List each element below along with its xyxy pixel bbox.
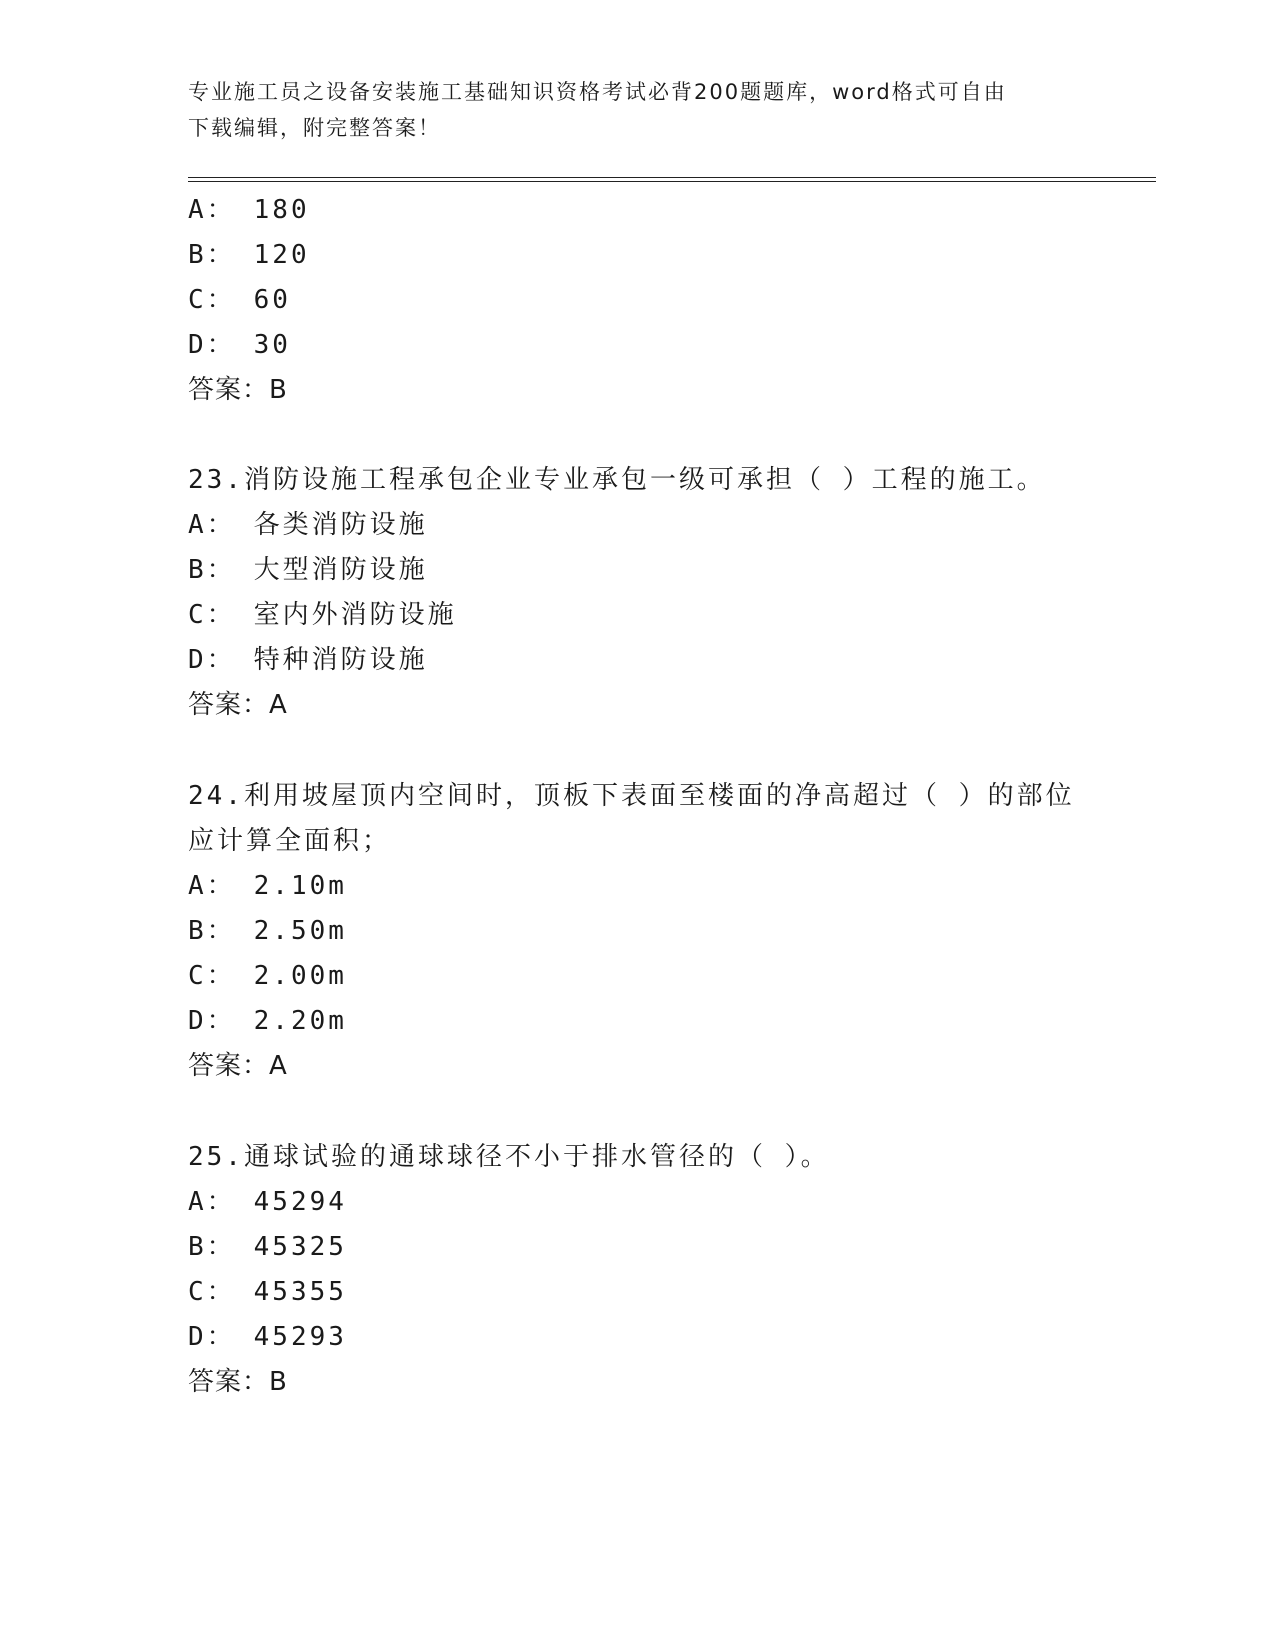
q25-option-b: B： 45325 — [188, 1232, 347, 1262]
q25-option-a: A： 45294 — [188, 1187, 347, 1217]
q23-stem: 23.消防设施工程承包企业专业承包一级可承担（ ）工程的施工。 — [188, 465, 1046, 495]
q22-option-b: B： 120 — [188, 240, 310, 270]
q24-option-d: D： 2.20m — [188, 1006, 347, 1036]
header-divider-top — [188, 177, 1156, 178]
q24-answer: 答案：A — [188, 1051, 288, 1081]
q23-option-b: B： 大型消防设施 — [188, 555, 428, 585]
q25-option-d: D： 45293 — [188, 1322, 347, 1352]
header-line-2: 下载编辑，附完整答案！ — [188, 116, 441, 140]
q22-answer: 答案：B — [188, 375, 288, 405]
document-header — [188, 74, 1088, 146]
q25-answer: 答案：B — [188, 1367, 288, 1397]
q24-stem-line-2: 应计算全面积； — [188, 826, 392, 856]
header-divider-bottom — [188, 181, 1156, 182]
q23-option-c: C： 室内外消防设施 — [188, 600, 457, 630]
header-line-1: 专业施工员之设备安装施工基础知识资格考试必背200题题库，word格式可自由 — [188, 80, 1007, 104]
q24-stem-line-1: 24.利用坡屋顶内空间时，顶板下表面至楼面的净高超过（ ）的部位 — [188, 781, 1075, 811]
q23-answer: 答案：A — [188, 690, 288, 720]
q22-option-a: A： 180 — [188, 195, 310, 225]
q22-option-d: D： 30 — [188, 330, 291, 360]
q25-stem: 25.通球试验的通球球径不小于排水管径的（ ）。 — [188, 1142, 830, 1172]
q23-option-a: A： 各类消防设施 — [188, 510, 428, 540]
q24-option-c: C： 2.00m — [188, 961, 347, 991]
q24-option-b: B： 2.50m — [188, 916, 347, 946]
q23-option-d: D： 特种消防设施 — [188, 645, 428, 675]
q25-option-c: C： 45355 — [188, 1277, 347, 1307]
q22-option-c: C： 60 — [188, 285, 291, 315]
q24-option-a: A： 2.10m — [188, 871, 347, 901]
